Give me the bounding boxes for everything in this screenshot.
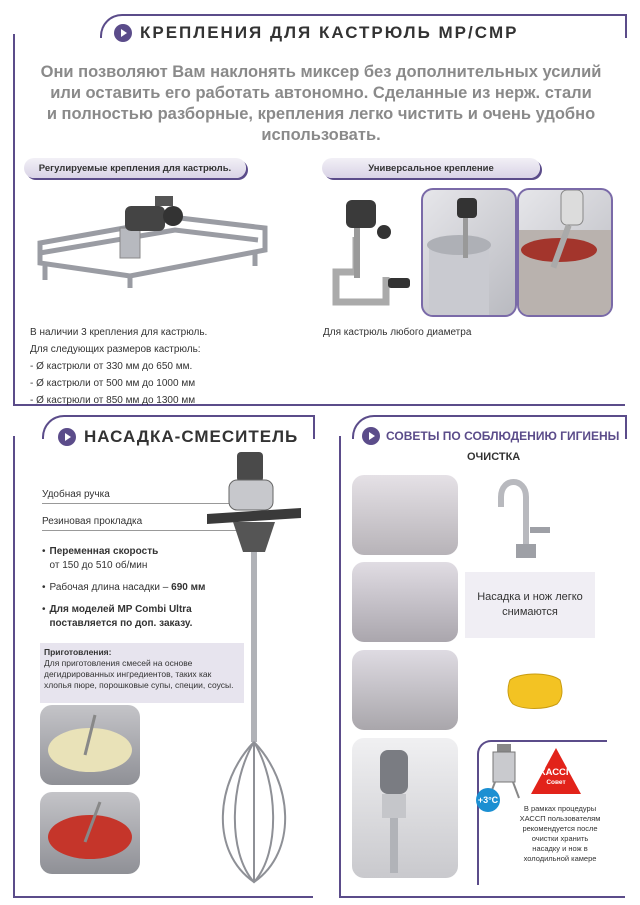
play-arrow-icon — [114, 24, 132, 42]
handle-pointer-line — [42, 503, 232, 504]
bullet-icon: • — [42, 582, 46, 593]
whisk-title-text: НАСАДКА-СМЕСИТЕЛЬ — [84, 427, 299, 446]
whisk-specs — [42, 545, 232, 631]
top-title — [114, 23, 519, 43]
haccp-label — [529, 768, 583, 788]
handle-label: Удобная ручка — [42, 489, 110, 500]
bullet-icon: • — [42, 604, 46, 615]
faucet-icon — [496, 472, 558, 560]
intro-line: использовать. — [261, 126, 381, 144]
haccp-title: ХАССП — [539, 767, 573, 778]
play-arrow-icon — [58, 428, 76, 446]
length-value: 690 мм — [171, 582, 206, 593]
whisk-attachment-image — [205, 452, 305, 892]
info-line: - Ø кастрюли от 330 мм до 650 мм. — [30, 361, 193, 372]
play-arrow-icon — [362, 427, 380, 445]
intro-line: и полностью разборные, крепления легко чистить и очень удобно — [46, 105, 596, 123]
universal-mount-info: Для кастрюль любого диаметра — [323, 327, 472, 338]
spec-combi — [42, 603, 232, 631]
top-title-text: КРЕПЛЕНИЯ ДЛЯ КАСТРЮЛЬ MP/CMP — [140, 23, 519, 42]
cleaning-subtitle: ОЧИСТКА — [467, 451, 521, 463]
cleaning-photo-2 — [352, 562, 458, 642]
hygiene-title-text: СОВЕТЫ ПО СОБЛЮДЕНИЮ ГИГИЕНЫ — [386, 429, 620, 443]
info-line: Для следующих размеров кастрюль: — [30, 344, 201, 355]
whisk-title — [58, 427, 298, 447]
info-line: В наличии 3 крепления для кастрюль. — [30, 327, 208, 338]
intro-line: Они позволяют Вам наклонять миксер без дополнительных усилий — [40, 63, 602, 81]
sponge-icon — [505, 670, 565, 710]
prep-title: Приготовления: — [44, 647, 112, 657]
bullet-icon: • — [42, 546, 46, 557]
adjustable-mounts-info — [30, 324, 207, 409]
combi-note: Для моделей MP Combi Ultra поставляется по доп. заказу. — [49, 604, 193, 629]
adjustable-mounts-pill: Регулируемые крепления для кастрюль. — [24, 158, 246, 178]
universal-clamp-image — [326, 192, 416, 307]
prep-text: Для приготовления смесей на основе дегидрированных ингредиентов, таких как хлопья пюре, порошковые супы, специи, соусы. — [44, 658, 234, 690]
hygiene-title — [362, 427, 619, 445]
gasket-label: Резиновая прокладка — [42, 516, 143, 527]
spec-speed — [42, 545, 232, 573]
adjustable-mount-image — [30, 188, 280, 298]
sauce-mixing-photo — [40, 792, 140, 874]
length-label: Рабочая длина насадки – — [49, 582, 172, 593]
intro-text — [24, 62, 618, 146]
haccp-sub: Совет — [546, 779, 566, 786]
cream-mixing-photo — [40, 705, 140, 785]
cleaning-photo-1 — [352, 475, 458, 555]
removable-note: Насадка и нож легко снимаются — [465, 572, 595, 638]
clamp-on-pot-photo — [421, 188, 517, 317]
mixer-product-photo — [352, 738, 458, 878]
speed-label: Переменная скорость — [49, 546, 159, 557]
fridge-temp-badge: +3°C — [476, 788, 500, 812]
cleaning-photo-3 — [352, 650, 458, 730]
haccp-text: В рамках процедуры ХАССП пользователям рекомендуется после очистки хранить насадку и нож в холодильной камере — [519, 804, 601, 863]
speed-range: от 150 до 510 об/мин — [49, 560, 148, 571]
info-line: - Ø кастрюли от 500 мм до 1000 мм — [30, 378, 196, 389]
universal-mount-pill: Универсальное крепление — [322, 158, 540, 178]
mixer-in-pot-photo — [517, 188, 613, 317]
intro-line: или оставить его работать автономно. Сделанные из нерж. стали — [50, 84, 592, 102]
spec-length — [42, 581, 232, 595]
info-line: - Ø кастрюли от 850 мм до 1300 мм — [30, 395, 196, 406]
